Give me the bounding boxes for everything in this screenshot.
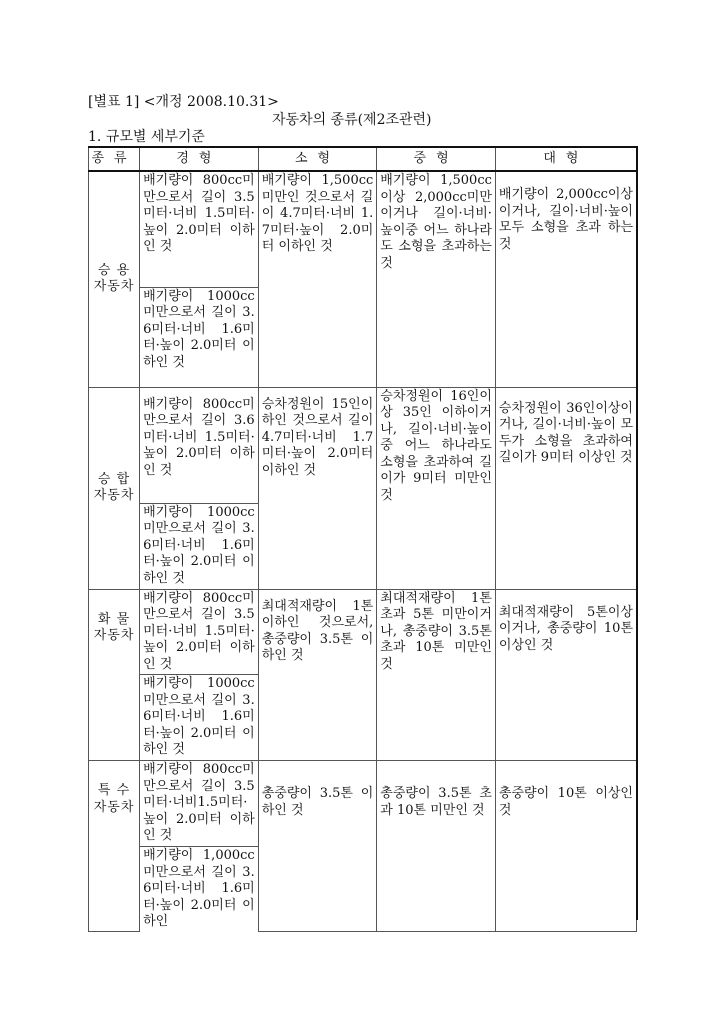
cell-light: 배기량이 1000cc미만으로서 길이 3.6미터·너비 1.6미터·높이 2.0미터 이하인 것 bbox=[140, 287, 259, 387]
column-header-light: 경형 bbox=[140, 147, 259, 171]
cell-small bbox=[258, 589, 377, 761]
cell-medium: 최대적재량이 1톤초과 5톤 미만이거나, 총중량이 3.5톤 초과 10톤 미만인 것 bbox=[377, 589, 496, 761]
page-title: 자동차의 종류(제2조관련) bbox=[272, 112, 432, 128]
cell-small-text: 최대적재량이 1톤이하인 것으로서, 총중량이 3.5톤 이하인 것 bbox=[261, 598, 374, 663]
cell-large-text: 배기량이 2,000cc이상이거나, 길이·너비·높이 모두 소형을 초과 하는 것 bbox=[498, 187, 633, 252]
cell-small-text: 승차정원이 15인이하인 것으로서 길이 4.7미터·너비 1.7미터·높이 2.0미터 이하인 것 bbox=[261, 396, 374, 478]
section-heading: 1. 규모별 세부기준 bbox=[88, 129, 205, 145]
table-row bbox=[89, 761, 637, 847]
cell-light: 배기량이 1,000cc미만으로서 길이 3.6미터·너비 1.6미터·높이 2.0미터 이하인 bbox=[140, 847, 259, 932]
cell-medium-text: 총중량이 3.5톤 초과 10톤 미만인 것 bbox=[380, 786, 492, 818]
cell-light-text: 배기량이 800cc미만으로서 길이 3.6미터·너비 1.5미터·높이 2.0미터 이하인 것 bbox=[143, 396, 255, 478]
row-kind-van: 승 합 자동차 bbox=[89, 387, 140, 589]
cell-light bbox=[140, 387, 259, 503]
cell-large bbox=[495, 171, 636, 387]
cell-large bbox=[495, 761, 636, 932]
column-header-large: 대형 bbox=[495, 147, 636, 171]
cell-large bbox=[495, 589, 636, 761]
cell-large-text: 총중량이 10톤 이상인 것 bbox=[498, 786, 633, 818]
cell-large bbox=[495, 387, 636, 589]
cell-light: 배기량이 800cc미만으로서 길이 3.5미터·너비 1.5미터·높이 2.0미터 이하인 것 bbox=[140, 589, 259, 675]
row-kind-truck: 화 물 자동차 bbox=[89, 589, 140, 761]
cell-light: 배기량이 800cc미만으로서 길이 3.5미터·너비 1.5미터·높이 2.0미터 이하인 것 bbox=[140, 171, 259, 287]
column-header-medium: 중형 bbox=[377, 147, 496, 171]
table-row bbox=[89, 387, 637, 503]
row-kind-passenger: 승 용 자동차 bbox=[89, 171, 140, 387]
cell-light: 배기량이 800cc미만으로서 길이 3.5미터·너비1.5미터·높이 2.0미터 이하인 것 bbox=[140, 761, 259, 847]
cell-small: 배기량이 1,500cc미만인 것으로서 길이 4.7미터·너비 1.7미터·높이 2.0미터 이하인 것 bbox=[258, 171, 377, 387]
annex-label: [별표 1] <개정 2008.10.31> bbox=[88, 94, 279, 110]
row-kind-special: 특 수 자동차 bbox=[89, 761, 140, 932]
cell-small-text: 총중량이 3.5톤 이하인 것 bbox=[261, 786, 374, 818]
cell-small bbox=[258, 761, 377, 932]
column-header-small: 소형 bbox=[258, 147, 377, 171]
cell-medium bbox=[377, 761, 496, 932]
vehicle-classification-table bbox=[88, 146, 637, 932]
cell-medium: 배기량이 1,500cc이상 2,000cc미만이거나 길이·너비·높이중 어느 하나라도 소형을 초과하는 것 bbox=[377, 171, 496, 387]
table-row bbox=[89, 589, 637, 675]
cell-medium: 승차정원이 16인이상 35인 이하이거나, 길이·너비·높이중 어느 하나라도 소형을 초과하여 길이가 9미터 미만인 것 bbox=[377, 387, 496, 589]
cell-small bbox=[258, 387, 377, 589]
cell-light: 배기량이 1000cc미만으로서 길이 3.6미터·너비 1.6미터·높이 2.0미터 이하인 것 bbox=[140, 503, 259, 589]
table-row bbox=[89, 171, 637, 287]
table-header-row bbox=[89, 147, 637, 171]
cell-large-text: 최대적재량이 5톤이상이거나, 총중량이 10톤 이상인 것 bbox=[498, 604, 633, 653]
column-header-kind: 종류 bbox=[89, 147, 140, 171]
table-right-border bbox=[636, 146, 638, 920]
cell-light: 배기량이 1000cc미만으로서 길이 3.6미터·너비 1.6미터·높이 2.0미터 이하인 것 bbox=[140, 675, 259, 761]
cell-large-text: 승차정원이 36인이상이거나, 길이·너비·높이 모두가 소형을 초과하여 길이가 9미터 이상인 것 bbox=[498, 400, 633, 465]
